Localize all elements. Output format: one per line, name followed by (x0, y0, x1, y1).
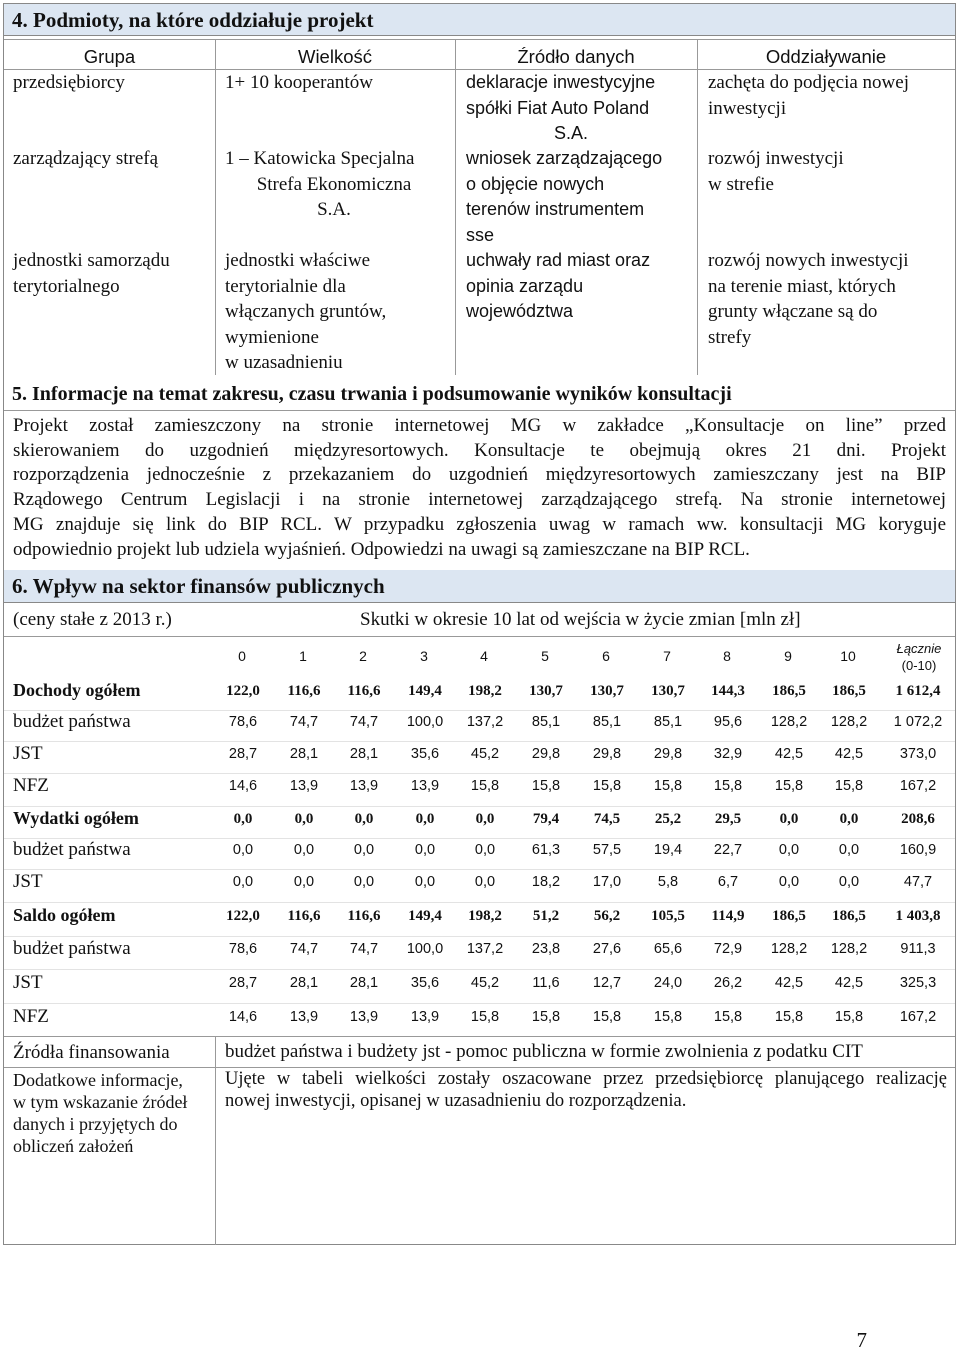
table-value: 25,2 (654, 811, 682, 827)
table-value: 15,8 (531, 778, 561, 794)
section-4-title: 4. Podmioty, na które oddziałuje projekt (4, 4, 955, 36)
table-value: 130,7 (651, 683, 685, 699)
table-value: 911,3 (900, 941, 936, 957)
table-value: 15,8 (774, 1009, 804, 1025)
sources-label: Źródła finansowania (13, 1042, 170, 1063)
table-value: 137,2 (466, 941, 504, 957)
table-value: 0,0 (838, 874, 860, 890)
paragraph-line: Projekt został zamieszczony na stronie internetowej MG w zakładce „Konsultacje on line” przed (13, 415, 946, 436)
table-value: 13,9 (349, 1009, 379, 1025)
table-value: 42,5 (774, 975, 804, 991)
table-value: 35,6 (410, 746, 440, 762)
row-label: JST (13, 871, 43, 892)
column-divider (455, 39, 456, 375)
table-value: 144,3 (711, 683, 745, 699)
table-value: 28,1 (349, 746, 379, 762)
cell-line: 1 – Katowicka Specjalna (225, 148, 415, 169)
paragraph-line: MG znajduje się link do BIP RCL. W przypadku zgłoszenia uwag w ramach ww. konsultacji MG koryguje (13, 513, 946, 535)
table-value: 122,0 (226, 908, 260, 924)
table-cell-oddzialywanie (708, 70, 938, 121)
row-divider (4, 969, 955, 970)
paragraph-line: rozporządzenia jednocześnie z przekazaniem do uzgodnień międzyresortowych zamieszczany jest na BIP (13, 464, 946, 486)
row-label: NFZ (13, 775, 49, 796)
table-cell-wielkosc (225, 146, 455, 223)
cell-line: jednostki samorządu (13, 250, 170, 271)
section-6-title: 6. Wpływ na sektor finansów publicznych (4, 570, 955, 603)
row-divider (4, 838, 955, 839)
table-value: 29,5 (714, 811, 742, 827)
row-divider (4, 806, 955, 807)
table-value: 45,2 (470, 746, 500, 762)
label-line: danych i przyjętych do (13, 1114, 178, 1134)
table-value: 186,5 (832, 683, 866, 699)
table-value: 6,7 (717, 874, 739, 890)
table-value: 74,7 (349, 714, 379, 730)
table-cell-zrodlo (466, 146, 696, 248)
cell-line: opinia zarządu (466, 275, 584, 296)
table-value: 28,1 (349, 975, 379, 991)
cell-line: deklaracje inwestycyjne (466, 72, 656, 92)
table-value: 186,5 (772, 908, 806, 924)
row-label: JST (13, 972, 43, 993)
table-value: 116,6 (347, 908, 381, 924)
cell-line: rozwój nowych inwestycji (708, 250, 909, 271)
table-value: 0,0 (779, 811, 799, 827)
cell-line: grunty włączane są do (708, 301, 878, 322)
table-value: 160,9 (899, 842, 937, 858)
column-divider (215, 39, 216, 375)
table-value: 15,8 (834, 778, 864, 794)
table-cell-grupa (13, 146, 243, 172)
table-value: 0,0 (353, 842, 375, 858)
table-value: 11,6 (532, 975, 560, 991)
table-value: 122,0 (226, 683, 260, 699)
table-cell-oddzialywanie (708, 146, 938, 197)
divider (4, 636, 955, 637)
table-value: 0,0 (414, 874, 436, 890)
cell-line: w uzasadnieniu (225, 352, 343, 373)
additional-info-label (13, 1069, 187, 1157)
table-value: 28,1 (289, 975, 319, 991)
table-value: 208,6 (901, 811, 935, 827)
page-number: 7 (856, 1328, 867, 1352)
table-value: 0,0 (474, 842, 496, 858)
table-value: 72,9 (713, 941, 743, 957)
year-header: 4 (480, 648, 488, 664)
value-line: nowej inwestycji, opisanej w uzasadnieniu do rozporządzenia. (225, 1091, 687, 1111)
label-line: obliczeń założeń (13, 1136, 134, 1156)
table-value: 13,9 (289, 778, 319, 794)
table-cell-grupa (13, 70, 243, 96)
table-value: 26,2 (713, 975, 743, 991)
table-value: 28,1 (289, 746, 319, 762)
table-cell-wielkosc (225, 248, 455, 376)
table-value: 85,1 (653, 714, 683, 730)
table-value: 14,6 (228, 1009, 258, 1025)
table-value: 325,3 (899, 975, 937, 991)
table-value: 0,0 (778, 842, 800, 858)
table-value: 51,2 (532, 908, 560, 924)
table-value: 114,9 (711, 908, 745, 924)
year-header: 9 (784, 648, 792, 664)
table-value: 116,6 (287, 908, 321, 924)
table-value: 19,4 (653, 842, 683, 858)
column-header: Grupa (83, 46, 136, 67)
row-label: budżet państwa (13, 711, 131, 732)
table-cell-oddzialywanie (708, 248, 938, 350)
table-value: 28,7 (228, 746, 258, 762)
table-value: 373,0 (899, 746, 937, 762)
row-label: budżet państwa (13, 938, 131, 959)
cell-line: o objęcie nowych (466, 173, 605, 194)
table-value: 0,0 (474, 874, 496, 890)
table-value: 15,8 (470, 778, 500, 794)
row-divider (4, 902, 955, 903)
table-value: 27,6 (592, 941, 622, 957)
table-value: 186,5 (832, 908, 866, 924)
table-value: 95,6 (713, 714, 743, 730)
table-cell-wielkosc (225, 70, 455, 96)
table-value: 0,0 (232, 874, 254, 890)
table-cell-zrodlo (466, 248, 696, 325)
divider (4, 410, 955, 411)
table-value: 137,2 (466, 714, 504, 730)
table-value: 0,0 (233, 811, 253, 827)
cell-line: S.A. (317, 199, 351, 220)
table-value: 15,8 (653, 778, 683, 794)
table-value: 130,7 (529, 683, 563, 699)
table-value: 0,0 (778, 874, 800, 890)
table-value: 79,4 (532, 811, 560, 827)
table-value: 74,7 (289, 941, 319, 957)
year-header: 1 (299, 648, 307, 664)
row-divider (4, 773, 955, 774)
table-value: 0,0 (414, 842, 436, 858)
row-divider (4, 710, 955, 711)
table-value: 15,8 (713, 1009, 743, 1025)
column-header: Oddziaływanie (765, 46, 887, 67)
table-value: 167,2 (899, 778, 937, 794)
table-value: 74,5 (593, 811, 621, 827)
table-value: 0,0 (415, 811, 435, 827)
table-value: 198,2 (468, 683, 502, 699)
table-value: 61,3 (531, 842, 561, 858)
table-value: 149,4 (408, 683, 442, 699)
table-value: 128,2 (830, 941, 868, 957)
table-value: 0,0 (293, 842, 315, 858)
table-value: 13,9 (289, 1009, 319, 1025)
year-header: 2 (359, 648, 367, 664)
table-value: 22,7 (713, 842, 743, 858)
cell-line: spółki Fiat Auto Poland (466, 97, 650, 118)
table-value: 78,6 (228, 714, 258, 730)
column-header: Wielkość (297, 46, 372, 67)
row-divider (4, 741, 955, 742)
table-value: 128,2 (770, 714, 808, 730)
table-value: 1 403,8 (895, 908, 941, 924)
table-value: 15,8 (774, 778, 804, 794)
column-divider (697, 39, 698, 375)
table-cell-zrodlo (466, 70, 696, 147)
table-value: 47,7 (903, 874, 933, 890)
table-value: 56,2 (593, 908, 621, 924)
year-header: 10 (840, 648, 856, 664)
table-value: 15,8 (470, 1009, 500, 1025)
cell-line: Strefa Ekonomiczna (256, 173, 412, 195)
table-value: 12,7 (592, 975, 622, 991)
cell-line: wniosek zarządzającego (466, 148, 663, 168)
table-value: 130,7 (590, 683, 624, 699)
table-value: 116,6 (287, 683, 321, 699)
cell-line: zarządzający strefą (13, 148, 159, 169)
table-value: 15,8 (531, 1009, 561, 1025)
row-label: JST (13, 743, 43, 764)
table-value: 149,4 (408, 908, 442, 924)
effects-header: Skutki w okresie 10 lat od wejścia w życie zmian [mln zł] (360, 609, 801, 630)
table-value: 100,0 (406, 941, 444, 957)
year-header: 3 (420, 648, 428, 664)
table-value: 100,0 (406, 714, 444, 730)
table-value: 42,5 (834, 746, 864, 762)
table-value: 128,2 (770, 941, 808, 957)
table-value: 128,2 (830, 714, 868, 730)
table-value: 15,8 (592, 1009, 622, 1025)
table-value: 42,5 (774, 746, 804, 762)
table-value: 32,9 (713, 746, 743, 762)
cell-line: uchwały rad miast oraz (466, 250, 651, 270)
paragraph-line: skierowaniem do uzgodnień międzyresortowych. Konsultacje te obejmują okres 21 dni. Projekt (13, 439, 946, 461)
cell-line: włączanych gruntów, (225, 301, 387, 322)
year-header: 5 (541, 648, 549, 664)
cell-line: wymienione (225, 326, 319, 348)
cell-line: terenów instrumentem (466, 199, 645, 219)
table-value: 13,9 (349, 778, 379, 794)
cell-line: S.A. (553, 123, 588, 143)
table-value: 74,7 (349, 941, 379, 957)
cell-line: województwa (466, 301, 574, 321)
cell-line: strefy (708, 326, 752, 348)
row-label: Saldo ogółem (13, 905, 116, 925)
row-label: Dochody ogółem (13, 680, 141, 700)
total-header-line: (0-10) (901, 658, 937, 673)
table-value: 29,8 (531, 746, 561, 762)
cell-line: jednostki właściwe (225, 250, 371, 271)
table-value: 29,8 (592, 746, 622, 762)
table-value: 42,5 (834, 975, 864, 991)
cell-line: przedsiębiorcy (13, 72, 125, 93)
table-value: 105,5 (651, 908, 685, 924)
value-line: Ujęte w tabeli wielkości zostały oszacowane przez przedsiębiorcę planującego realizację (225, 1069, 947, 1089)
table-value: 15,8 (834, 1009, 864, 1025)
paragraph-line: Rządowego Centrum Legislacji i na stronie internetowej zarządzającego strefą. Na stronie internetowej (13, 489, 946, 511)
cell-line: terytorialnie dla (225, 275, 346, 297)
table-value: 29,8 (653, 746, 683, 762)
table-value: 35,6 (410, 975, 440, 991)
year-header: 8 (723, 648, 731, 664)
table-value: 17,0 (592, 874, 622, 890)
table-value: 0,0 (353, 874, 375, 890)
table-value: 57,5 (592, 842, 622, 858)
prices-note: (ceny stałe z 2013 r.) (13, 609, 172, 630)
cell-line: 1+ 10 kooperantów (225, 72, 373, 93)
row-label: Wydatki ogółem (13, 808, 139, 828)
table-value: 186,5 (772, 683, 806, 699)
table-value: 0,0 (838, 842, 860, 858)
table-value: 18,2 (531, 874, 561, 890)
total-header-line: Łącznie (896, 641, 942, 656)
table-value: 13,9 (410, 1009, 440, 1025)
row-label: NFZ (13, 1006, 49, 1027)
table-value: 85,1 (592, 714, 622, 730)
table-value: 15,8 (713, 778, 743, 794)
paragraph-line: odpowiednio projekt lub udziela wyjaśnień. Odpowiedzi na uwagi są zamieszczane na BIP RCL. (13, 538, 750, 560)
cell-line: terytorialnego (13, 275, 120, 297)
table-value: 1 612,4 (895, 683, 941, 699)
table-value: 85,1 (531, 714, 561, 730)
section-5-title: 5. Informacje na temat zakresu, czasu trwania i podsumowanie wyników konsultacji (12, 383, 732, 405)
table-value: 1 072,2 (893, 714, 943, 730)
table-value: 15,8 (592, 778, 622, 794)
label-line: Dodatkowe informacje, (13, 1070, 183, 1090)
divider (4, 39, 955, 40)
table-value: 198,2 (468, 908, 502, 924)
cell-line: na terenie miast, których (708, 275, 896, 297)
cell-line: inwestycji (708, 97, 787, 119)
label-line: w tym wskazanie źródeł (13, 1092, 188, 1112)
table-value: 15,8 (653, 1009, 683, 1025)
cell-line: rozwój inwestycji (708, 148, 844, 169)
additional-info-value (225, 1068, 947, 1112)
table-value: 0,0 (354, 811, 374, 827)
cell-line: sse (466, 224, 495, 245)
row-divider (4, 1003, 955, 1004)
cell-line: zachęta do podjęcia nowej (708, 72, 909, 93)
table-value: 14,6 (228, 778, 258, 794)
table-value: 0,0 (232, 842, 254, 858)
year-header: 0 (238, 648, 246, 664)
column-header: Źródło danych (517, 46, 635, 67)
table-value: 78,6 (228, 941, 258, 957)
table-value: 167,2 (899, 1009, 937, 1025)
table-value: 0,0 (475, 811, 495, 827)
table-value: 5,8 (657, 874, 679, 890)
table-value: 116,6 (347, 683, 381, 699)
table-value: 0,0 (839, 811, 859, 827)
table-value: 0,0 (294, 811, 314, 827)
row-divider (4, 936, 955, 937)
year-header: 6 (602, 648, 610, 664)
cell-line: w strefie (708, 173, 774, 195)
table-value: 74,7 (289, 714, 319, 730)
table-value: 23,8 (531, 941, 561, 957)
table-value: 28,7 (228, 975, 258, 991)
year-header: 7 (663, 648, 671, 664)
table-value: 45,2 (470, 975, 500, 991)
sources-value: budżet państwa i budżety jst - pomoc publiczna w formie zwolnienia z podatku CIT (225, 1041, 863, 1062)
table-value: 0,0 (293, 874, 315, 890)
total-header (884, 640, 954, 674)
table-value: 13,9 (410, 778, 440, 794)
divider (4, 1036, 955, 1037)
row-label: budżet państwa (13, 839, 131, 860)
table-cell-grupa (13, 248, 243, 299)
table-value: 24,0 (653, 975, 683, 991)
table-value: 65,6 (653, 941, 683, 957)
row-divider (4, 869, 955, 870)
